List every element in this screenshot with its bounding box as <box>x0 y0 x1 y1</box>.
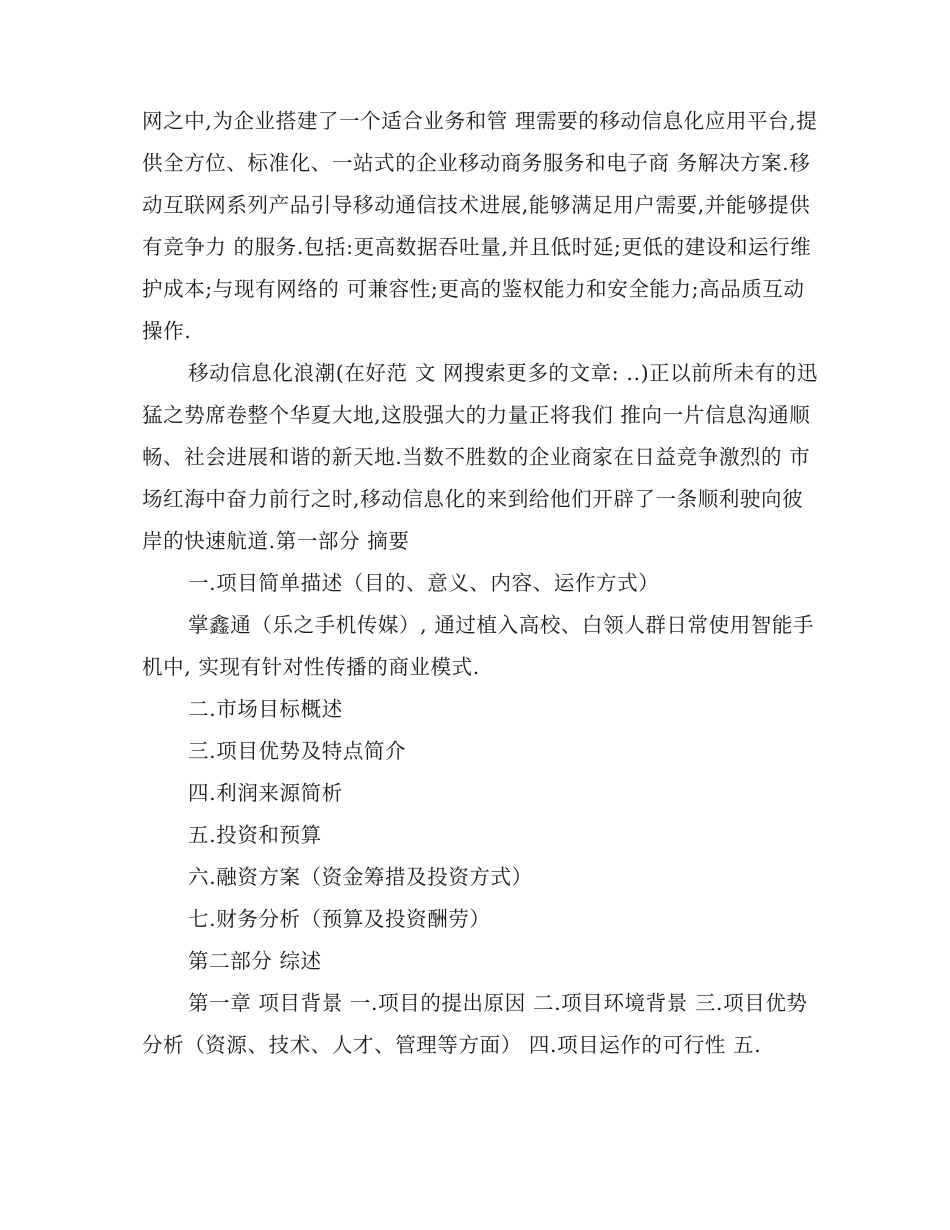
heading-market-target: 二.市场目标概述 <box>188 697 343 721</box>
heading-profit-source: 四.利润来源简析 <box>188 781 343 805</box>
paragraph-chapter-one: 第一章 项目背景 一.项目的提出原因 二.项目环境背景 三.项目优势分析（资源、技术、人才、管理等方面） 四.项目运作的可行性 五. <box>142 991 808 1057</box>
heading-financing-plan: 六.融资方案（资金筹措及投资方式） <box>188 865 533 889</box>
heading-part-two: 第二部分 综述 <box>188 949 322 973</box>
heading-project-advantages: 三.项目优势及特点简介 <box>188 739 407 763</box>
paragraph-mobile-wave: 移动信息化浪潮(在好范 文 网搜索更多的文章: ..)正以前所未有的迅猛之势席卷整个华夏大地,这股强大的力量正将我们 推向一片信息沟通顺畅、社会进展和谐的新天地.当数不胜数的企业商家在日益竞争激烈的 市场红海中奋力前行之时,移动信息化的来到给他们开辟了一条顺利驶向彼岸的快速航道.第一部分 摘要 <box>142 361 818 553</box>
heading-project-description: 一.项目简单描述（目的、意义、内容、运作方式） <box>188 571 660 595</box>
heading-investment-budget: 五.投资和预算 <box>188 823 322 847</box>
paragraph-intro-continued: 网之中,为企业搭建了一个适合业务和管 理需要的移动信息化应用平台,提供全方位、标准化、一站式的企业移动商务服务和电子商 务解决方案.移动互联网系列产品引导移动通信技术进展,能够满足用户需要,并能够提供有竞争力 的服务.包括:更高数据吞吐量,并且低时延;更低的建设和运行维护成本;与现有网络的 可兼容性;更高的鉴权能力和安全能力;高品质互动操作. <box>142 109 818 343</box>
heading-financial-analysis: 七.财务分析（预算及投资酬劳） <box>188 907 491 931</box>
document-body <box>142 100 822 1066</box>
paragraph-zhangxintong: 掌鑫通（乐之手机传媒）, 通过植入高校、白领人群日常使用智能手机中, 实现有针对性传播的商业模式. <box>142 613 815 679</box>
